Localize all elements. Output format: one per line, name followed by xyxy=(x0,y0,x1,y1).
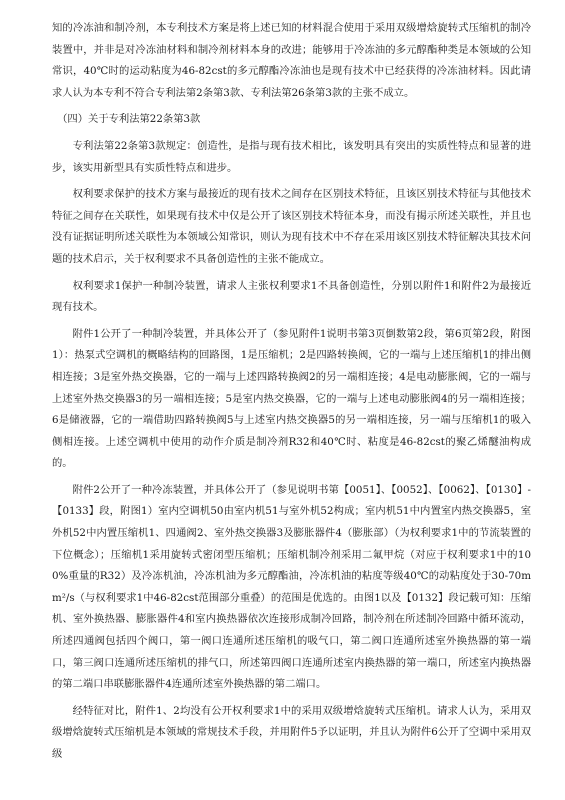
paragraph-attachment-2: 附件2公开了一种冷冻装置，并具体公开了（参见说明书第【0051】、【0052】、【0062】、【0130】-【0133】段，附图1）室内空调机50由室内机51与室外机52构成；室内机51中内置室内热交换器5，室外机52中内置压缩机1、四通阀2、室外热交换器3及膨胀器件4（膨胀部）（为权利要求1中的节流装置的下位概念）；压缩机1采用旋转式密闭型压缩机；压缩机制冷剂采用二氟甲烷（对应于权利要求1中的100%重量的R32）及冷冻机油，冷冻机油为多元醇酯油，冷冻机油的粘度等级40℃的动粘度处于30-70mm²/s（与权利要求1中46-82cst范围部分重叠）的范围是优选的。由图1以及【0132】段记载可知：压缩机、室外换热器、膨胀器件4和室内换热器依次连接形成制冷回路，制冷剂在所述制冷回路中循环流动，所述四通阀包括四个阀口，第一阀口连通所述压缩机的吸气口，第二阀口连通所述室外换热器的第一端口，第三阀口连通所述压缩机的排气口，所述第四阀口连通所述室内换热器的第一端口，所述室内换热器的第二端口串联膨胀器件4连通所述室外换热器的第二端口。 xyxy=(52,483,531,691)
paragraph-feature-comparison: 经特征对比，附件1、2均没有公开权利要求1中的采用双级增焓旋转式压缩机。请求人认为，采用双级增焓旋转式压缩机是本领域的常规技术手段，并用附件5予以证明，并且认为附件6公开了空调中采用双级 xyxy=(52,704,531,760)
paragraph-continuation: 知的冷冻油和制冷剂，本专利技术方案是将上述已知的材料混合使用于采用双级增焓旋转式压缩机的制冷装置中，并非是对冷冻油材料和制冷剂材料本身的改进；能够用于冷冻油的多元醇酯种类是本领域的公知常识，40℃时的运动粘度为46-82cst的多元醇酯冷冻油也是现有技术中已经获得的冷冻油材料。因此请求人认为本专利不符合专利法第2条第3款、专利法第26条第3款的主张不成立。 xyxy=(52,22,531,99)
paragraph-distinguishing-features: 权利要求保护的技术方案与最接近的现有技术之间存在区别技术特征，且该区别技术特征与其他技术特征之间存在关联性，如果现有技术中仅是公开了该区别技术特征本身，而没有揭示所述关联性，并且也没有证据证明所述关联性为本领域公知常识，则认为现有技术中不存在采用该区别技术特征解决其技术问题的技术启示，关于权利要求不具备创造性的主张不能成立。 xyxy=(52,188,531,265)
section-heading: （四）关于专利法第22条第3款 xyxy=(57,113,201,126)
paragraph-law-definition: 专利法第22条第3款规定：创造性，是指与现有技术相比，该发明具有突出的实质性特点和显著的进步，该实用新型具有实质性特点和进步。 xyxy=(52,139,531,174)
paragraph-claim-1: 权利要求1保护一种制冷装置，请求人主张权利要求1不具备创造性，分别以附件1和附件2为最接近现有技术。 xyxy=(52,279,531,314)
paragraph-attachment-1: 附件1公开了一种制冷装置，并具体公开了（参见附件1说明书第3页倒数第2段，第6页第2段，附图1）：热泵式空调机的概略结构的回路图，1是压缩机；2是四路转换阀，它的一端与上述压缩机1的排出侧相连接；3是室外热交换器，它的一端与上述四路转换阀2的另一端相连接；4是电动膨胀阀，它的一端与上述室外热交换器3的另一端相连接；5是室内热交换器，它的一端与上述电动膨胀阀4的另一端相连接；6是储液器，它的一端借助四路转换阀5与上述室内热交换器5的另一端相连接，另一端与压缩机1的吸入侧相连接。上述空调机中使用的动作介质是制冷剂R32和40℃时、粘度是46-82cst的聚乙烯醚油构成的。 xyxy=(52,327,531,470)
